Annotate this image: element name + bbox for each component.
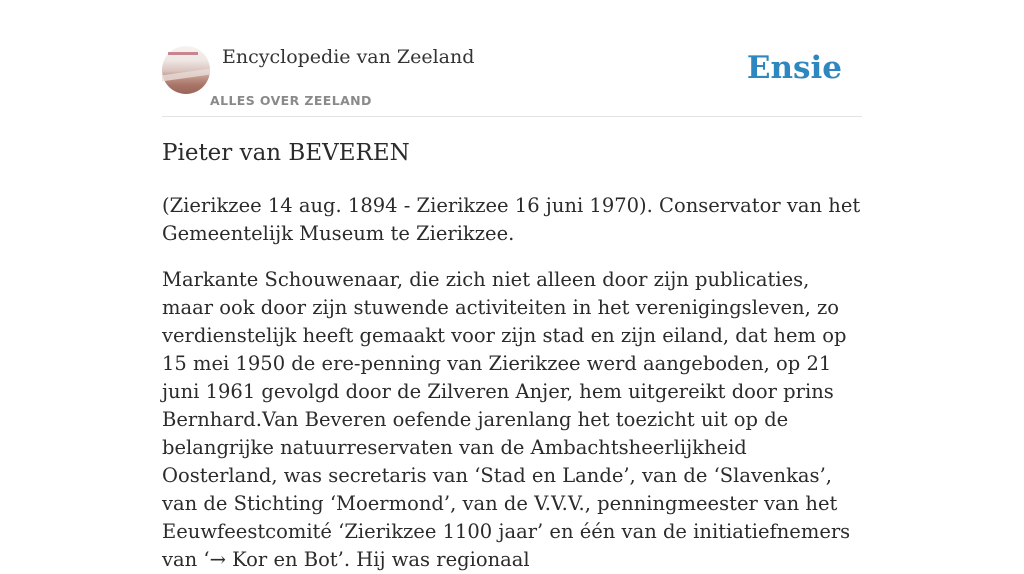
- site-header: [162, 0, 862, 117]
- page-container: [162, 0, 862, 571]
- site-title-link[interactable]: Encyclopedie van Zeeland: [222, 46, 475, 68]
- article-paragraph: (Zierikzee 14 aug. 1894 - Zierikzee 16 juni 1970). Conservator van het Gemeentelijk Museum te Zierikzee.: [162, 194, 861, 245]
- site-logo-avatar[interactable]: [162, 46, 210, 94]
- site-subtitle: ALLES OVER ZEELAND: [210, 93, 372, 108]
- avatar-detail: [162, 69, 210, 82]
- article-paragraph: Markante Schouwenaar, die zich niet alleen door zijn publicaties, maar ook door zijn stuwende activiteiten in het verenigingsleven, zo verdienstelijk heeft gemaakt voor zijn stad en zijn eiland, dat hem op 15 mei 1950 de ere-penning van Zierikzee werd aangeboden, op 21 juni 1961 gevolgd door de Zilveren Anjer, hem uitgereikt door prins Bernhard.Van Beveren oefende jarenlang het toezicht uit op de belangrijke natuurreservaten van de Ambachtsheerlijkheid Oosterland, was secretaris van ‘Stad en Lande’, van de ‘Slavenkas’, van de Stichting ‘Moermond’, van de V.V.V., penningmeester van het Eeuwfeestcomité ‘Zierikzee 1100 jaar’ en één van de initiatiefnemers van ‘→ Kor en Bot’. Hij was regionaal: [162, 268, 851, 571]
- article-title: Pieter van BEVEREN: [162, 140, 410, 166]
- avatar-detail: [168, 52, 198, 55]
- ensie-brand-logo[interactable]: Ensie: [746, 50, 842, 86]
